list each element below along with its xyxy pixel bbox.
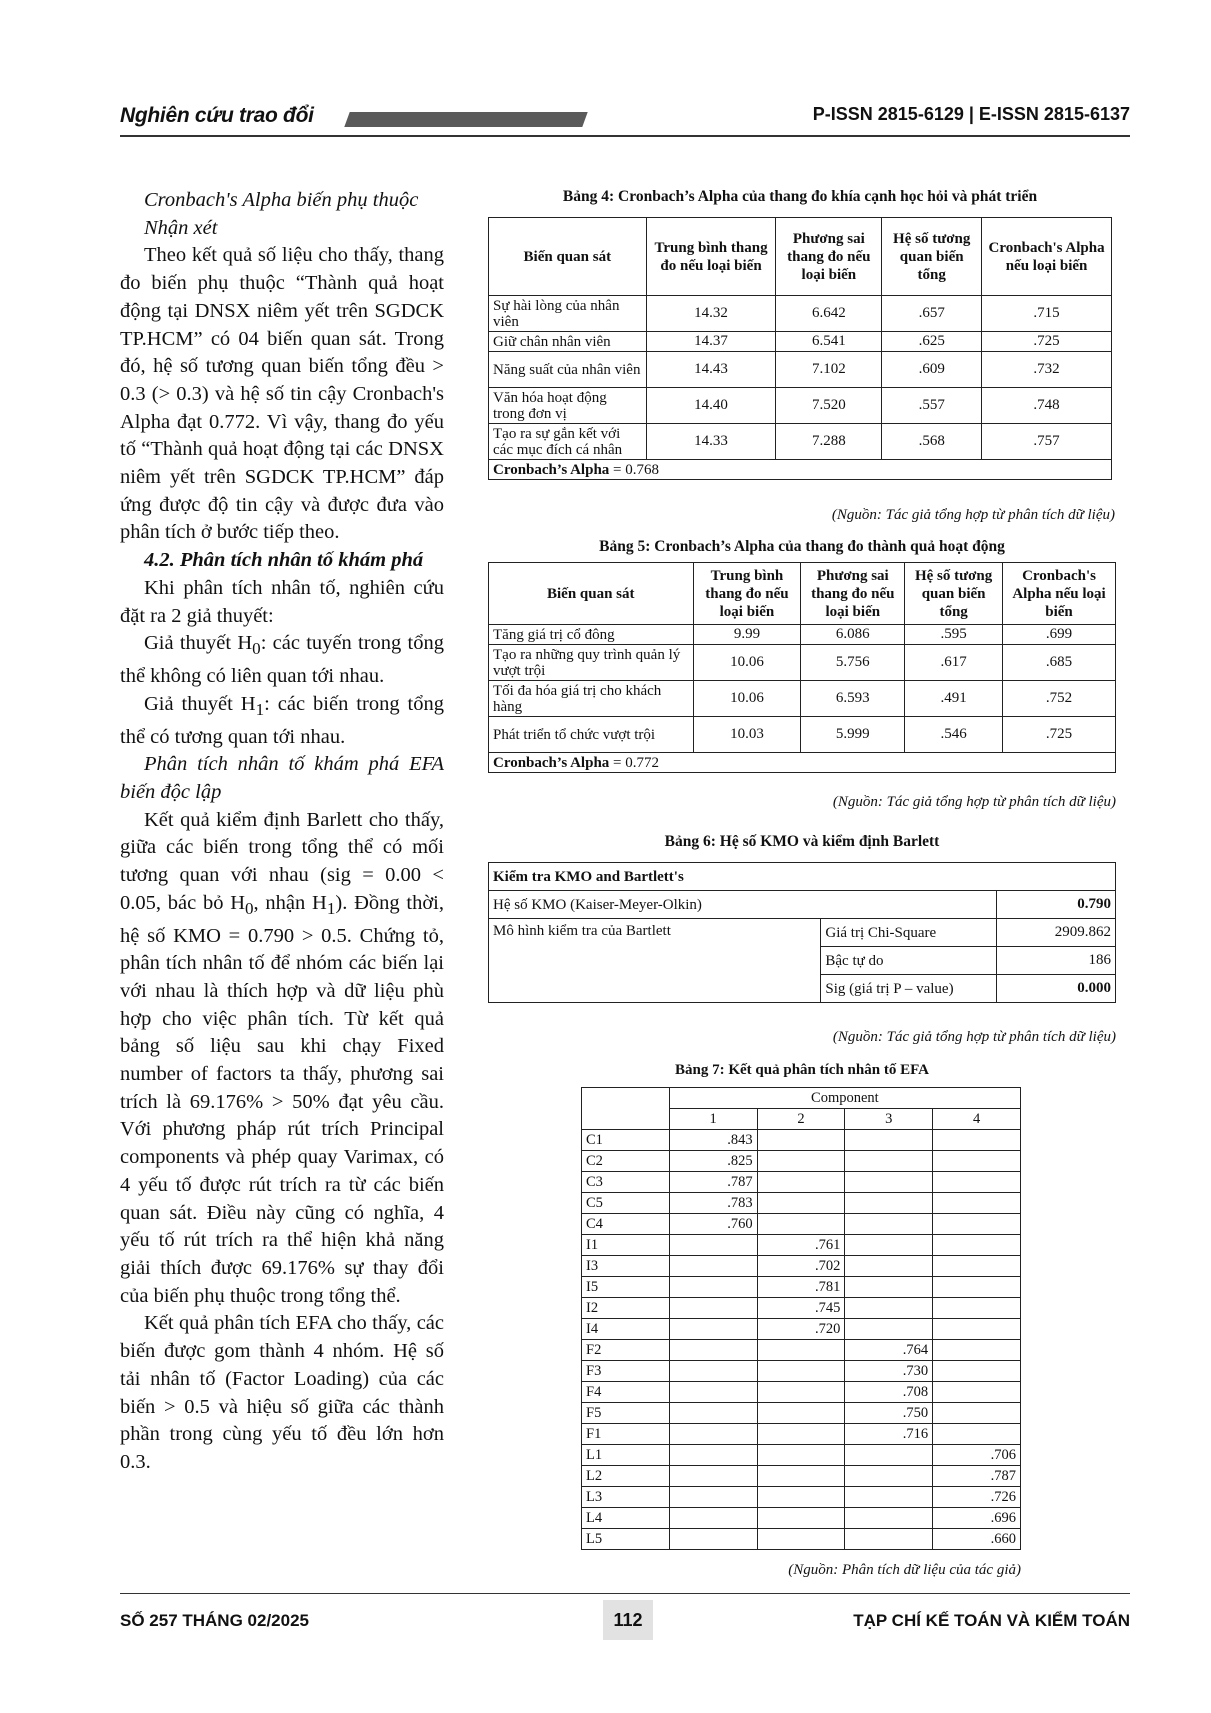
empty-cell	[757, 1193, 845, 1214]
table-row	[582, 1382, 1021, 1403]
t6-chi-label: Giá trị Chi-Square	[821, 919, 997, 947]
row-label: Năng suất của nhân viên	[489, 352, 647, 388]
item-label: F4	[582, 1382, 670, 1403]
table-row	[582, 1361, 1021, 1382]
table-row	[489, 681, 1116, 717]
row-label: Phát triển tổ chức vượt trội	[489, 717, 694, 753]
factor-loading: .787	[669, 1172, 757, 1193]
t6-sig-value: 0.000	[997, 975, 1116, 1003]
table-row	[489, 332, 1112, 352]
table4-source: (Nguồn: Tác giả tổng hợp từ phân tích dữ liệu)	[831, 507, 1115, 523]
table-row	[582, 1214, 1021, 1235]
cell-value: .609	[882, 352, 982, 388]
item-label: I2	[582, 1298, 670, 1319]
cell-value: 5.756	[801, 645, 905, 681]
t7-comp-header: 1	[669, 1109, 757, 1130]
cell-value: .557	[882, 388, 982, 424]
t7-component-label: Component	[669, 1088, 1020, 1109]
item-label: L1	[582, 1445, 670, 1466]
cell-value: 7.102	[776, 352, 882, 388]
table5-caption: Bảng 5: Cronbach’s Alpha của thang đo thành quả hoạt động	[599, 538, 1005, 555]
t4-footer: Cronbach’s Alpha = 0.768	[489, 460, 1112, 480]
t6-df-label: Bậc tự do	[821, 947, 997, 975]
table-row	[582, 1529, 1021, 1550]
cell-value: .595	[905, 625, 1003, 645]
factor-loading: .716	[845, 1424, 933, 1445]
factor-loading: .706	[933, 1445, 1021, 1466]
t6-sig-label: Sig (giá trị P – value)	[821, 975, 997, 1003]
t4-header: Biến quan sát	[489, 218, 647, 296]
table-row	[489, 625, 1116, 645]
table-row	[582, 1466, 1021, 1487]
t4-header: Cronbach's Alpha nếu loại biến	[982, 218, 1112, 296]
paragraph-h1: Giả thuyết $H_1$: các biến trong tổng thể có tương quan tới nhau.	[120, 692, 444, 748]
empty-cell	[669, 1319, 757, 1340]
empty-cell	[933, 1256, 1021, 1277]
header-decor-bar	[344, 112, 587, 127]
empty-cell	[757, 1340, 845, 1361]
t7-corner	[582, 1088, 670, 1130]
cell-value: .699	[1003, 625, 1116, 645]
cell-value: 5.999	[801, 717, 905, 753]
empty-cell	[757, 1172, 845, 1193]
empty-cell	[845, 1172, 933, 1193]
cell-value: .732	[982, 352, 1112, 388]
cell-value: .546	[905, 717, 1003, 753]
cell-value: 14.37	[646, 332, 776, 352]
paragraph-hypotheses: Khi phân tích nhân tố, nghiên cứu đặt ra 2 giả thuyết:	[120, 576, 444, 627]
empty-cell	[669, 1529, 757, 1550]
empty-cell	[845, 1277, 933, 1298]
table-row	[582, 1277, 1021, 1298]
cell-value: .685	[1003, 645, 1116, 681]
item-label: C3	[582, 1172, 670, 1193]
table6	[488, 862, 1116, 1003]
factor-loading: .781	[757, 1277, 845, 1298]
empty-cell	[669, 1340, 757, 1361]
factor-loading: .761	[757, 1235, 845, 1256]
factor-loading: .764	[845, 1340, 933, 1361]
empty-cell	[845, 1487, 933, 1508]
empty-cell	[845, 1298, 933, 1319]
row-label: Tạo ra sự gắn kết với các mục đích cá nhân	[489, 424, 647, 460]
item-label: L3	[582, 1487, 670, 1508]
empty-cell	[845, 1214, 933, 1235]
empty-cell	[845, 1130, 933, 1151]
cell-value: 10.06	[693, 681, 801, 717]
cell-value: .491	[905, 681, 1003, 717]
empty-cell	[933, 1235, 1021, 1256]
factor-loading: .783	[669, 1193, 757, 1214]
empty-cell	[669, 1424, 757, 1445]
table-row	[489, 645, 1116, 681]
table5	[488, 562, 1116, 773]
table-row	[489, 296, 1112, 332]
empty-cell	[933, 1172, 1021, 1193]
cell-value: .725	[982, 332, 1112, 352]
left-column	[120, 187, 444, 1477]
empty-cell	[933, 1319, 1021, 1340]
cell-value: 6.541	[776, 332, 882, 352]
item-label: C2	[582, 1151, 670, 1172]
empty-cell	[933, 1340, 1021, 1361]
item-label: F1	[582, 1424, 670, 1445]
cell-value: .715	[982, 296, 1112, 332]
empty-cell	[669, 1361, 757, 1382]
cell-value: 10.03	[693, 717, 801, 753]
footer-rule	[120, 1593, 1130, 1594]
section-heading-efa: 4.2. Phân tích nhân tố khám phá	[144, 549, 424, 572]
empty-cell	[669, 1508, 757, 1529]
empty-cell	[757, 1130, 845, 1151]
factor-loading: .720	[757, 1319, 845, 1340]
item-label: I1	[582, 1235, 670, 1256]
item-label: C4	[582, 1214, 670, 1235]
empty-cell	[845, 1529, 933, 1550]
empty-cell	[757, 1361, 845, 1382]
item-label: F3	[582, 1361, 670, 1382]
row-label: Sự hài lòng của nhân viên	[489, 296, 647, 332]
empty-cell	[845, 1235, 933, 1256]
empty-cell	[669, 1382, 757, 1403]
cell-value: 7.288	[776, 424, 882, 460]
factor-loading: .730	[845, 1361, 933, 1382]
empty-cell	[757, 1466, 845, 1487]
table-row	[582, 1151, 1021, 1172]
table7	[581, 1087, 1021, 1550]
empty-cell	[845, 1466, 933, 1487]
empty-cell	[933, 1361, 1021, 1382]
table-row	[582, 1256, 1021, 1277]
item-label: C5	[582, 1193, 670, 1214]
subheading-efa-independent: Phân tích nhân tố khám phá EFA biến độc lập	[120, 753, 444, 803]
cell-value: 10.06	[693, 645, 801, 681]
cell-value: .568	[882, 424, 982, 460]
factor-loading: .825	[669, 1151, 757, 1172]
table-row	[582, 1298, 1021, 1319]
empty-cell	[933, 1277, 1021, 1298]
cell-value: 6.642	[776, 296, 882, 332]
empty-cell	[845, 1445, 933, 1466]
empty-cell	[669, 1256, 757, 1277]
empty-cell	[845, 1508, 933, 1529]
empty-cell	[669, 1235, 757, 1256]
paragraph-h0: Giả thuyết $H_0$: các tuyến trong tổng thể không có liên quan tới nhau.	[120, 632, 444, 688]
empty-cell	[933, 1193, 1021, 1214]
item-label: I5	[582, 1277, 670, 1298]
footer-issue: SỐ 257 THÁNG 02/2025	[120, 1611, 309, 1630]
empty-cell	[669, 1466, 757, 1487]
t5-header: Cronbach's Alpha nếu loại biến	[1003, 563, 1116, 625]
empty-cell	[933, 1214, 1021, 1235]
cell-value: 7.520	[776, 388, 882, 424]
t6-kmo-value: 0.790	[997, 891, 1116, 919]
cell-value: 9.99	[693, 625, 801, 645]
t4-header: Trung bình thang đo nếu loại biến	[646, 218, 776, 296]
empty-cell	[757, 1445, 845, 1466]
t6-kmo-label: Hệ số KMO (Kaiser-Meyer-Olkin)	[489, 891, 997, 919]
item-label: F2	[582, 1340, 670, 1361]
empty-cell	[757, 1508, 845, 1529]
t5-header: Hệ số tương quan biến tổng	[905, 563, 1003, 625]
table6-source: (Nguồn: Tác giả tổng hợp từ phân tích dữ liệu)	[832, 1029, 1116, 1045]
empty-cell	[757, 1529, 845, 1550]
factor-loading: .708	[845, 1382, 933, 1403]
cell-value: 6.593	[801, 681, 905, 717]
t4-header: Hệ số tương quan biến tổng	[882, 218, 982, 296]
item-label: C1	[582, 1130, 670, 1151]
t5-header: Phương sai thang đo nếu loại biến	[801, 563, 905, 625]
t4-header: Phương sai thang đo nếu loại biến	[776, 218, 882, 296]
empty-cell	[757, 1214, 845, 1235]
table5-source: (Nguồn: Tác giả tổng hợp từ phân tích dữ liệu)	[832, 794, 1116, 810]
t6-chi-value: 2909.862	[997, 919, 1116, 947]
table4-caption: Bảng 4: Cronbach’s Alpha của thang đo khía cạnh học hỏi và phát triển	[562, 188, 1038, 205]
empty-cell	[933, 1151, 1021, 1172]
table-row	[582, 1424, 1021, 1445]
factor-loading: .750	[845, 1403, 933, 1424]
paragraph-bartlett: Kết quả kiểm định Barlett cho thấy, giữa các biến trong tổng thể có mối tương quan với nhau (sig = 0.00 < 0.05, bác bỏ $H_0$, nhận $H_1$). Đồng thời, hệ số KMO = 0.790 > 0.5. Chứng tỏ, phân tích nhân tố để nhóm các biến lại với nhau là thích hợp và dữ liệu phù hợp cho việc phân tích. Từ kết quả bảng số liệu sau khi chạy Fixed number of factors ta thấy, phương sai trích là 69.176% > 50% đạt yêu cầu. Với phương pháp rút trích Principal components và phép quay Varimax, có 4 yếu tố được rút trích ra từ các biến quan sát. Điều này cũng có nghĩa, 4 yếu tố rút trích ra thể hiện khả năng giải thích được 69.176% sự thay đổi của biến phụ thuộc trong tổng thể.	[120, 808, 444, 1307]
factor-loading: .726	[933, 1487, 1021, 1508]
cell-value: .725	[1003, 717, 1116, 753]
cell-value: 6.086	[801, 625, 905, 645]
table7-caption: Bảng 7: Kết quả phân tích nhân tố EFA	[675, 1062, 929, 1078]
cell-value: 14.43	[646, 352, 776, 388]
table-row	[582, 1340, 1021, 1361]
issn: P-ISSN 2815-6129 | E-ISSN 2815-6137	[812, 104, 1130, 124]
empty-cell	[933, 1298, 1021, 1319]
factor-loading: .843	[669, 1130, 757, 1151]
empty-cell	[933, 1382, 1021, 1403]
table-row	[489, 352, 1112, 388]
empty-cell	[845, 1256, 933, 1277]
table-row	[489, 717, 1116, 753]
factor-loading: .787	[933, 1466, 1021, 1487]
subheading-remark: Nhận xét	[144, 216, 218, 239]
empty-cell	[845, 1151, 933, 1172]
empty-cell	[757, 1424, 845, 1445]
cell-value: .617	[905, 645, 1003, 681]
table-row	[582, 1403, 1021, 1424]
empty-cell	[757, 1382, 845, 1403]
footer-journal: TẠP CHÍ KẾ TOÁN VÀ KIỂM TOÁN	[853, 1611, 1130, 1630]
cell-value: .748	[982, 388, 1112, 424]
page-number: 112	[603, 1600, 653, 1640]
t6-bartlett-label: Mô hình kiểm tra của Bartlett	[489, 919, 821, 1003]
t7-comp-header: 3	[845, 1109, 933, 1130]
empty-cell	[757, 1403, 845, 1424]
subheading-dependent: Cronbach's Alpha biến phụ thuộc	[144, 189, 419, 211]
empty-cell	[845, 1193, 933, 1214]
empty-cell	[933, 1424, 1021, 1445]
header-rule	[120, 135, 1130, 137]
empty-cell	[669, 1487, 757, 1508]
factor-loading: .745	[757, 1298, 845, 1319]
row-label: Tối đa hóa giá trị cho khách hàng	[489, 681, 694, 717]
empty-cell	[669, 1403, 757, 1424]
cell-value: .757	[982, 424, 1112, 460]
table-row	[489, 388, 1112, 424]
table-row	[582, 1235, 1021, 1256]
empty-cell	[845, 1319, 933, 1340]
t6-title: Kiểm tra KMO and Bartlett's	[489, 863, 1116, 891]
table-row	[582, 1172, 1021, 1193]
row-label: Giữ chân nhân viên	[489, 332, 647, 352]
t5-header: Trung bình thang đo nếu loại biến	[693, 563, 801, 625]
row-label: Tăng giá trị cổ đông	[489, 625, 694, 645]
cell-value: 14.33	[646, 424, 776, 460]
table-row	[582, 1508, 1021, 1529]
table-row	[582, 1445, 1021, 1466]
table6-caption: Bảng 6: Hệ số KMO và kiểm định Barlett	[664, 833, 940, 850]
cell-value: .625	[882, 332, 982, 352]
t6-df-value: 186	[997, 947, 1116, 975]
factor-loading: .660	[933, 1529, 1021, 1550]
item-label: F5	[582, 1403, 670, 1424]
item-label: L4	[582, 1508, 670, 1529]
item-label: L5	[582, 1529, 670, 1550]
item-label: L2	[582, 1466, 670, 1487]
page-header	[120, 100, 1130, 140]
empty-cell	[933, 1403, 1021, 1424]
empty-cell	[669, 1277, 757, 1298]
table-row	[582, 1487, 1021, 1508]
row-label: Tạo ra những quy trình quản lý vượt trội	[489, 645, 694, 681]
cell-value: .657	[882, 296, 982, 332]
table4	[488, 217, 1112, 480]
table-row	[582, 1193, 1021, 1214]
cell-value: 14.40	[646, 388, 776, 424]
item-label: I3	[582, 1256, 670, 1277]
empty-cell	[757, 1151, 845, 1172]
paragraph-reliability: Theo kết quả số liệu cho thấy, thang đo biến phụ thuộc “Thành quả hoạt động tại DNSX niêm yết trên SGDCK TP.HCM” có 04 biến quan sát. Trong đó, hệ số tương quan biến tổng đều > 0.3 (> 0.3) và hệ số tin cậy Cronbach's Alpha đạt 0.772. Vì vậy, thang đo yếu tố “Thành quả hoạt động tại các DNSX niêm yết trên SGDCK TP.HCM” đáp ứng được độ tin cậy và được đưa vào phân tích ở bước tiếp theo.	[120, 244, 444, 544]
t5-header: Biến quan sát	[489, 563, 694, 625]
t7-comp-header: 4	[933, 1109, 1021, 1130]
factor-loading: .760	[669, 1214, 757, 1235]
empty-cell	[933, 1130, 1021, 1151]
cell-value: .752	[1003, 681, 1116, 717]
table7-source: (Nguồn: Phân tích dữ liệu của tác giả)	[788, 1562, 1021, 1578]
table-row	[582, 1319, 1021, 1340]
cell-value: 14.32	[646, 296, 776, 332]
empty-cell	[757, 1487, 845, 1508]
factor-loading: .702	[757, 1256, 845, 1277]
table-row	[489, 424, 1112, 460]
table-row	[582, 1130, 1021, 1151]
empty-cell	[669, 1298, 757, 1319]
item-label: I4	[582, 1319, 670, 1340]
t5-footer: Cronbach’s Alpha = 0.772	[489, 753, 1116, 773]
section-title: Nghiên cứu trao đổi	[120, 104, 314, 127]
row-label: Văn hóa hoạt động trong đơn vị	[489, 388, 647, 424]
paragraph-efa-result: Kết quả phân tích EFA cho thấy, các biến được gom thành 4 nhóm. Hệ số tải nhân tố (Factor Loading) của các biến > 0.5 và hiệu số giữa các thành phần trong cùng yếu tố đều lớn hơn 0.3.	[120, 1312, 444, 1473]
factor-loading: .696	[933, 1508, 1021, 1529]
t7-comp-header: 2	[757, 1109, 845, 1130]
empty-cell	[669, 1445, 757, 1466]
